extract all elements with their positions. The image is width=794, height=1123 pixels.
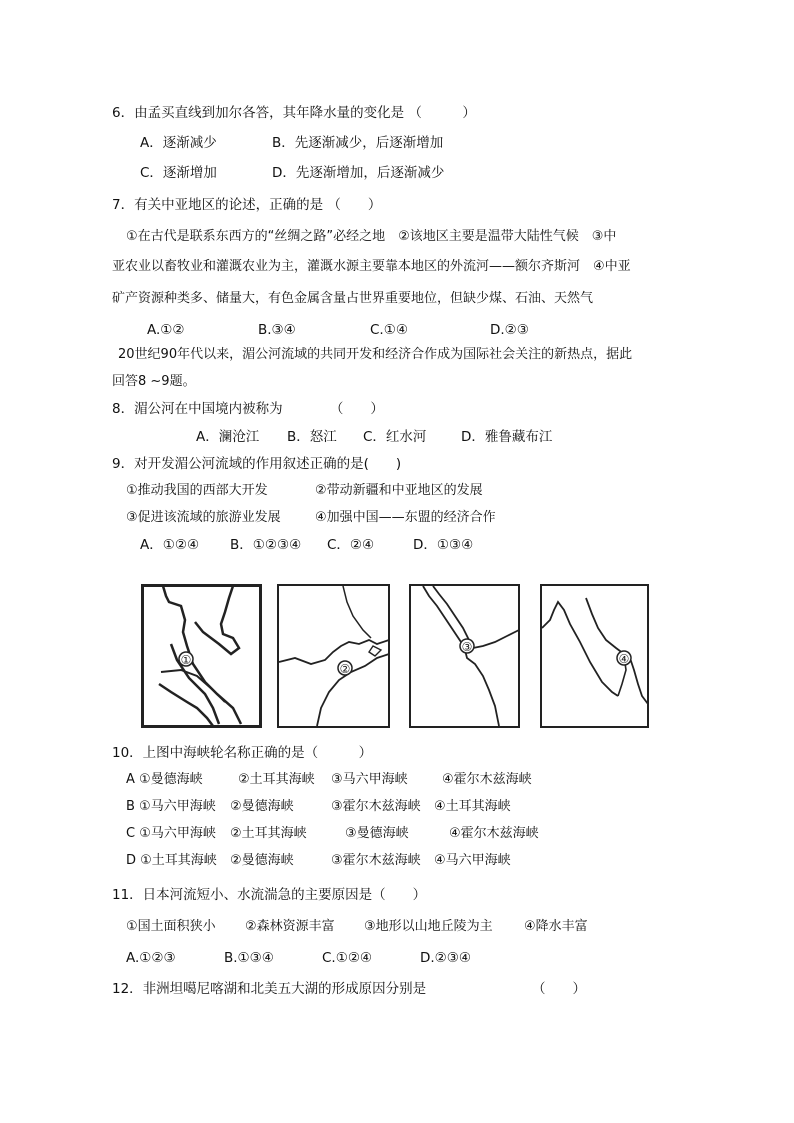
intro-8-9-line-2: 回答8 ~9题。 xyxy=(112,374,196,389)
q7-body-line-2: 亚农业以畜牧业和灌溉农业为主，灌溉水源主要靠本地区的外流河——额尔齐斯河 ④中亚 xyxy=(112,259,631,274)
q11-option-d: D.②③④ xyxy=(420,950,471,966)
q11-stem: 11．日本河流短小、水流湍急的主要原因是（ ） xyxy=(112,887,427,903)
strait-map-2 xyxy=(277,584,390,728)
q11-option-c: C.①②④ xyxy=(322,950,373,966)
q7-body-line-3: 矿产资源种类多、储量大，有色金属含量占世界重要地位，但缺少煤、石油、天然气 xyxy=(112,291,594,306)
q7-option-a: A.①② xyxy=(147,322,185,338)
q7-option-c: C.①④ xyxy=(370,322,408,338)
q6-option-d: D．先逐渐增加，后逐渐减少 xyxy=(272,165,445,181)
q10-row-d-3: ③霍尔木兹海峡 xyxy=(331,853,421,868)
strait-map-1 xyxy=(141,584,262,728)
q10-row-c-2: ②土耳其海峡 xyxy=(230,826,307,841)
q10-row-a-3: ③马六甲海峡 xyxy=(331,772,408,787)
q8-option-b: B．怒江 xyxy=(287,429,337,445)
q12-stem: 12．非洲坦噶尼喀湖和北美五大湖的形成原因分别是 xyxy=(112,981,427,997)
q10-row-c-1: C ①马六甲海峡 xyxy=(126,826,216,841)
q11-option-a: A.①②③ xyxy=(126,950,176,966)
q9-option-c: C．②④ xyxy=(327,537,375,553)
q10-row-b-2: ②曼德海峡 xyxy=(230,799,294,814)
intro-8-9-line-1: 20世纪90年代以来，湄公河流域的共同开发和经济合作成为国际社会关注的新热点，据此 xyxy=(118,347,633,362)
q9-option-b: B．①②③④ xyxy=(230,537,302,553)
q9-statement-2: ②带动新疆和中亚地区的发展 xyxy=(315,483,483,498)
q11-statement-2: ②森林资源丰富 xyxy=(245,919,335,934)
strait-map-3-drawing xyxy=(409,584,520,728)
q9-statement-4: ④加强中国——东盟的经济合作 xyxy=(315,510,496,525)
q9-stem: 9．对开发湄公河流域的作用叙述正确的是( ) xyxy=(112,456,402,472)
strait-map-3 xyxy=(409,584,520,728)
q10-row-d-2: ②曼德海峡 xyxy=(230,853,294,868)
q9-option-d: D．①③④ xyxy=(413,537,474,553)
q8-option-d: D．雅鲁藏布江 xyxy=(461,429,553,445)
q10-row-b-3: ③霍尔木兹海峡 xyxy=(331,799,421,814)
q9-statement-1: ①推动我国的西部大开发 xyxy=(126,483,268,498)
q8-stem: 8．湄公河在中国境内被称为 （ ） xyxy=(112,401,384,417)
q10-row-c-4: ④霍尔木兹海峡 xyxy=(449,826,539,841)
q10-row-d-4: ④马六甲海峡 xyxy=(434,853,511,868)
q11-statement-3: ③地形以山地丘陵为主 xyxy=(364,919,493,934)
q6-option-b: B．先逐渐减少，后逐渐增加 xyxy=(272,135,444,151)
q10-stem: 10．上图中海峡轮名称正确的是（ ） xyxy=(112,745,373,761)
strait-map-4 xyxy=(540,584,649,728)
q8-option-c: C．红水河 xyxy=(363,429,427,445)
q9-statement-3: ③促进该流域的旅游业发展 xyxy=(126,510,281,525)
strait-label-3: ③ xyxy=(461,640,473,654)
q6-option-a: A．逐渐减少 xyxy=(140,135,217,151)
q6-stem: 6．由孟买直线到加尔各答，其年降水量的变化是 （ ） xyxy=(112,105,476,121)
q10-row-d-1: D ①土耳其海峡 xyxy=(126,853,217,868)
q10-row-c-3: ③曼德海峡 xyxy=(345,826,409,841)
q11-statement-1: ①国土面积狭小 xyxy=(126,919,216,934)
q7-option-b: B.③④ xyxy=(258,322,296,338)
q9-option-a: A．①②④ xyxy=(140,537,200,553)
q12-answer-paren: （ ） xyxy=(532,981,586,997)
q10-row-a-4: ④霍尔木兹海峡 xyxy=(442,772,532,787)
q10-row-b-4: ④土耳其海峡 xyxy=(434,799,511,814)
q7-stem: 7．有关中亚地区的论述，正确的是 （ ） xyxy=(112,197,382,213)
strait-label-4: ④ xyxy=(618,652,630,666)
q10-row-b-1: B ①马六甲海峡 xyxy=(126,799,216,814)
strait-map-1-drawing xyxy=(141,584,262,728)
strait-map-4-drawing xyxy=(540,584,649,728)
q8-option-a: A．澜沧江 xyxy=(196,429,260,445)
q11-statement-4: ④降水丰富 xyxy=(524,919,588,934)
q10-row-a-2: ②土耳其海峡 xyxy=(238,772,315,787)
strait-label-1: ① xyxy=(180,653,192,667)
q11-option-b: B.①③④ xyxy=(224,950,274,966)
strait-label-2: ② xyxy=(339,662,351,676)
strait-map-2-drawing xyxy=(277,584,390,728)
q7-body-line-1: ①在古代是联系东西方的“丝绸之路”必经之地 ②该地区主要是温带大陆性气候 ③中 xyxy=(126,229,617,244)
q7-option-d: D.②③ xyxy=(490,322,529,338)
q6-option-c: C．逐渐增加 xyxy=(140,165,217,181)
q10-row-a-1: A ①曼德海峡 xyxy=(126,772,203,787)
